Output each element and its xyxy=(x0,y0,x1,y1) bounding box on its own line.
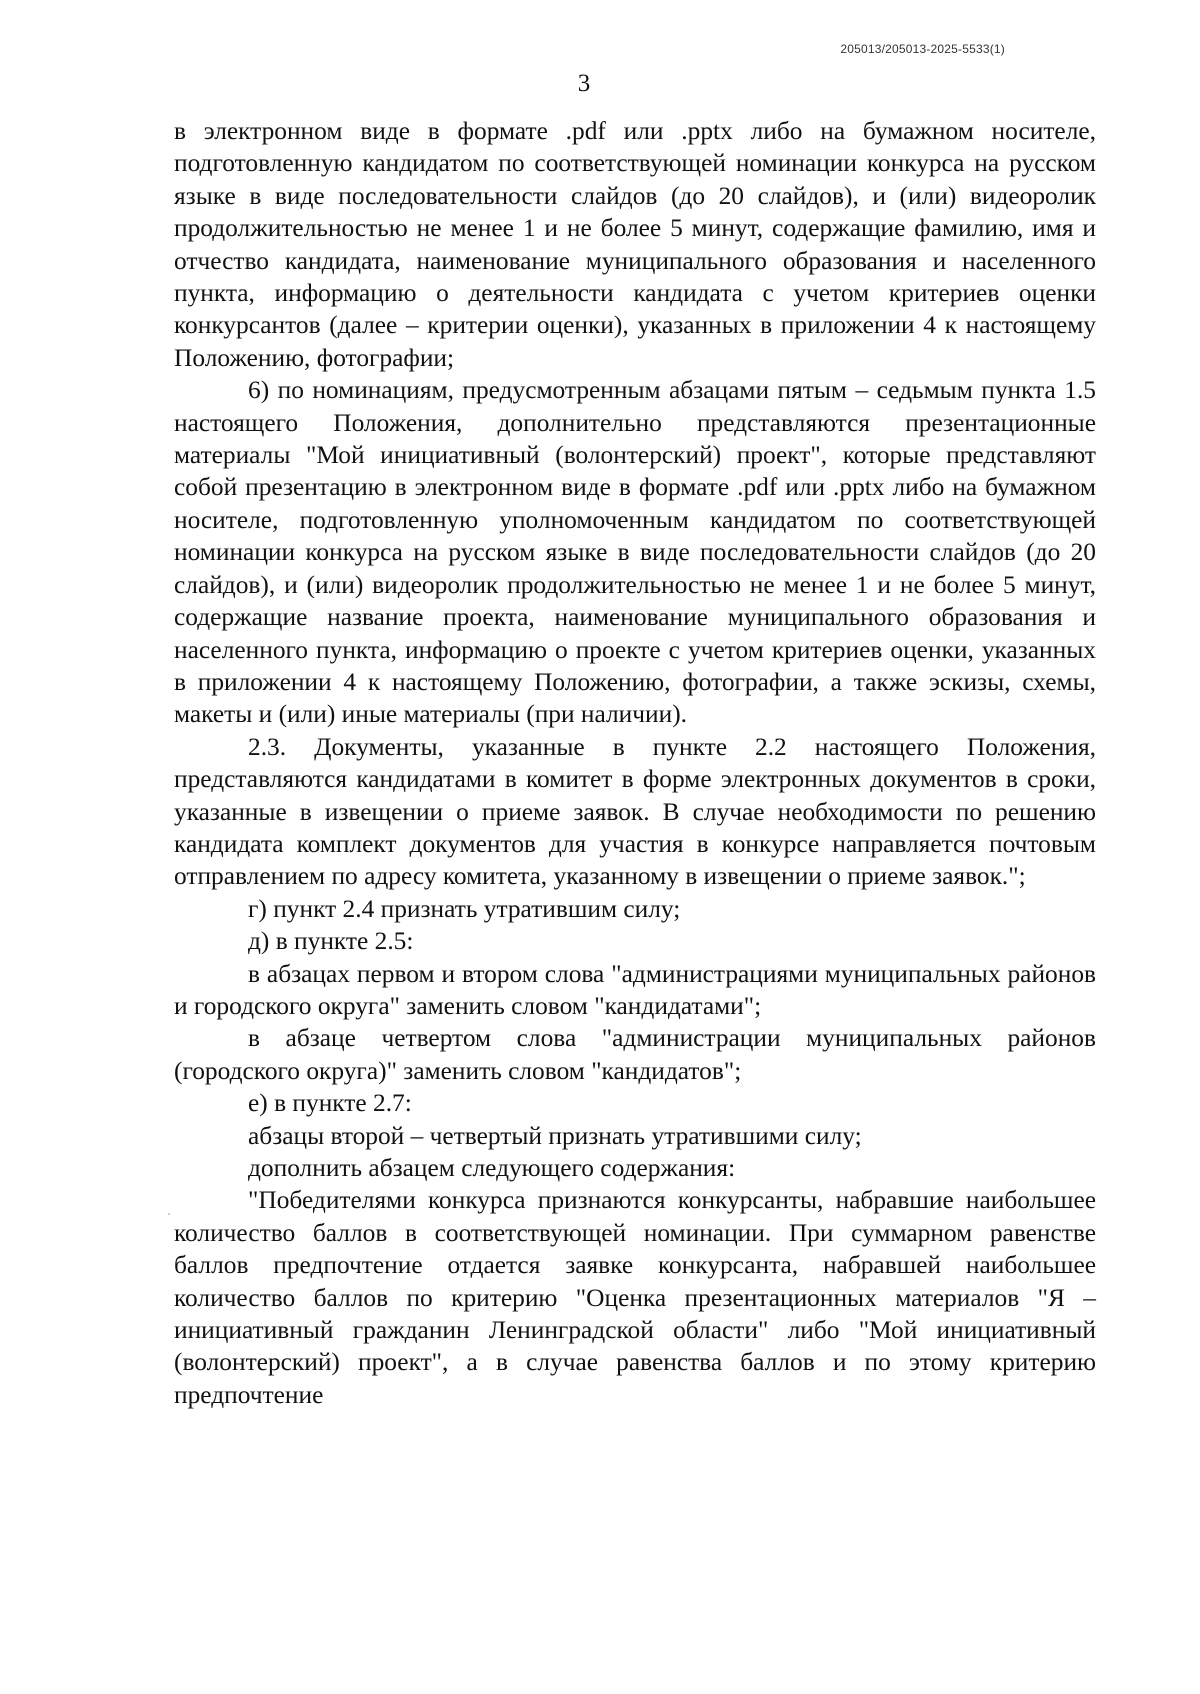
scan-speck xyxy=(168,1213,170,1215)
paragraph-item-d: д) в пункте 2.5: xyxy=(248,927,414,956)
paragraph-item-2-3: 2.3. Документы, указанные в пункте 2.2 настоящего Положения, представляются кандидатами в комитет в форме электронных документов в сроки, указанные в извещении о приеме заявок. В случае необходимости по решению кандидата комплект документов для участия в конкурсе направляется почтовым отправлением по адресу комитета, указанному в извещении о приеме заявок."; xyxy=(174,732,1096,891)
paragraph-abzats-1-2: в абзацах первом и втором слова "администрациями муниципальных районов и городского округа" заменить словом "кандидатами"; xyxy=(174,959,1096,1020)
paragraph-item-g: г) пункт 2.4 признать утратившим силу; xyxy=(248,894,681,923)
paragraph-continuation: в электронном виде в формате .pdf или .pptx либо на бумажном носителе, подготовленную кандидатом по соответствующей номинации конкурса на русском языке в виде последовательности слайдов (до 20 слайдов), и (или) видеоролик продолжительностью не менее 1 и не более 5 минут, содержащие фамилию, имя и отчество кандидата, наименование муниципального образования и населенного пункта, информацию о деятельности кандидата с учетом критериев оценки конкурсантов (далее – критерии оценки), указанных в приложении 4 к настоящему Положению, фотографии; xyxy=(174,117,1096,372)
paragraph-dopolnit: дополнить абзацем следующего содержания: xyxy=(248,1154,736,1182)
paragraph-item-e: е) в пункте 2.7: xyxy=(248,1089,412,1118)
paragraph-abzats-4: в абзаце четвертом слова "администрации муниципальных районов (городского округа)" заменить словом "кандидатов"; xyxy=(174,1024,1096,1085)
document-id: 205013/205013-2025-5533(1) xyxy=(840,42,1005,56)
paragraph-abzats-2-4: абзацы второй – четвертый признать утратившими силу; xyxy=(248,1121,862,1150)
paragraph-pobediteli: "Победителями конкурса признаются конкурсанты, набравшие наибольшее количество баллов в соответствующей номинации. При суммарном равенстве баллов предпочтение отдается заявке конкурсанта, набравшей наибольшее количество баллов по критерию "Оценка презентационных материалов "Я – инициативный гражданин Ленинградской области" либо "Мой инициативный (волонтерский) проект", а в случае равенства баллов и по этому критерию предпочтение xyxy=(174,1186,1096,1409)
paragraph-item-6: 6) по номинациям, предусмотренным абзацами пятым – седьмым пункта 1.5 настоящего Положения, дополнительно представляются презентационные материалы "Мой инициативный (волонтерский) проект", которые представляют собой презентацию в электронном виде в формате .pdf или .pptx либо на бумажном носителе, подготовленную уполномоченным кандидатом по соответствующей номинации конкурса на русском языке в виде последовательности слайдов (до 20 слайдов), и (или) видеоролик продолжительностью не менее 1 и не более 5 минут, содержащие название проекта, наименование муниципального образования и населенного пункта, информацию о проекте с учетом критериев оценки, указанных в приложении 4 к настоящему Положению, фотографии, а также эскизы, схемы, макеты и (или) иные материалы (при наличии). xyxy=(174,376,1096,729)
document-body xyxy=(174,115,1096,1411)
page-number: 3 xyxy=(577,70,591,97)
